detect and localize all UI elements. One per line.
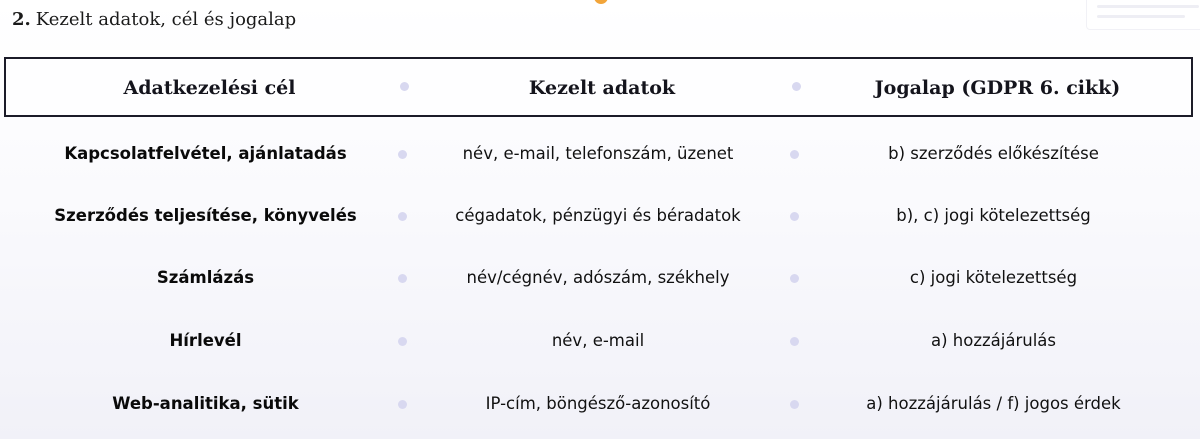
- row-purpose: Számlázás: [156, 268, 255, 287]
- header-purpose: Adatkezelési cél: [123, 77, 296, 99]
- faded-line: [1097, 15, 1185, 18]
- row-data: IP-cím, böngésző-azonosító: [485, 394, 711, 413]
- accent-decoration: [594, 0, 608, 4]
- row-data: név, e-mail: [551, 331, 645, 350]
- row-basis: b) szerződés előkészítése: [888, 144, 1099, 163]
- faded-line: [1097, 5, 1199, 8]
- table-row: [0, 326, 1200, 356]
- row-purpose: Hírlevél: [169, 331, 242, 350]
- section-heading: [12, 9, 296, 30]
- row-purpose: Kapcsolatfelvétel, ajánlatadás: [64, 144, 347, 163]
- header-basis: Jogalap (GDPR 6. cikk): [874, 77, 1121, 99]
- table-row: [0, 389, 1200, 419]
- row-basis: a) hozzájárulás / f) jogos érdek: [866, 394, 1121, 413]
- table-row: [0, 263, 1200, 293]
- table-header-row: [4, 57, 1193, 117]
- row-purpose: Szerződés teljesítése, könyvelés: [54, 206, 357, 225]
- row-data: cégadatok, pénzügyi és béradatok: [455, 206, 741, 225]
- header-data: Kezelt adatok: [528, 77, 676, 99]
- table-row: [0, 201, 1200, 231]
- faded-overlay-panel: [1086, 0, 1200, 30]
- row-basis: c) jogi kötelezettség: [909, 268, 1078, 287]
- table-row: [0, 139, 1200, 169]
- row-purpose: Web-analitika, sütik: [112, 394, 299, 413]
- row-data: név/cégnév, adószám, székhely: [466, 268, 730, 287]
- section-title: Kezelt adatok, cél és jogalap: [35, 9, 297, 30]
- section-number: 2.: [12, 9, 31, 30]
- row-basis: a) hozzájárulás: [930, 331, 1056, 350]
- separator-dot: [792, 82, 801, 91]
- row-data: név, e-mail, telefonszám, üzenet: [462, 144, 734, 163]
- row-basis: b), c) jogi kötelezettség: [896, 206, 1091, 225]
